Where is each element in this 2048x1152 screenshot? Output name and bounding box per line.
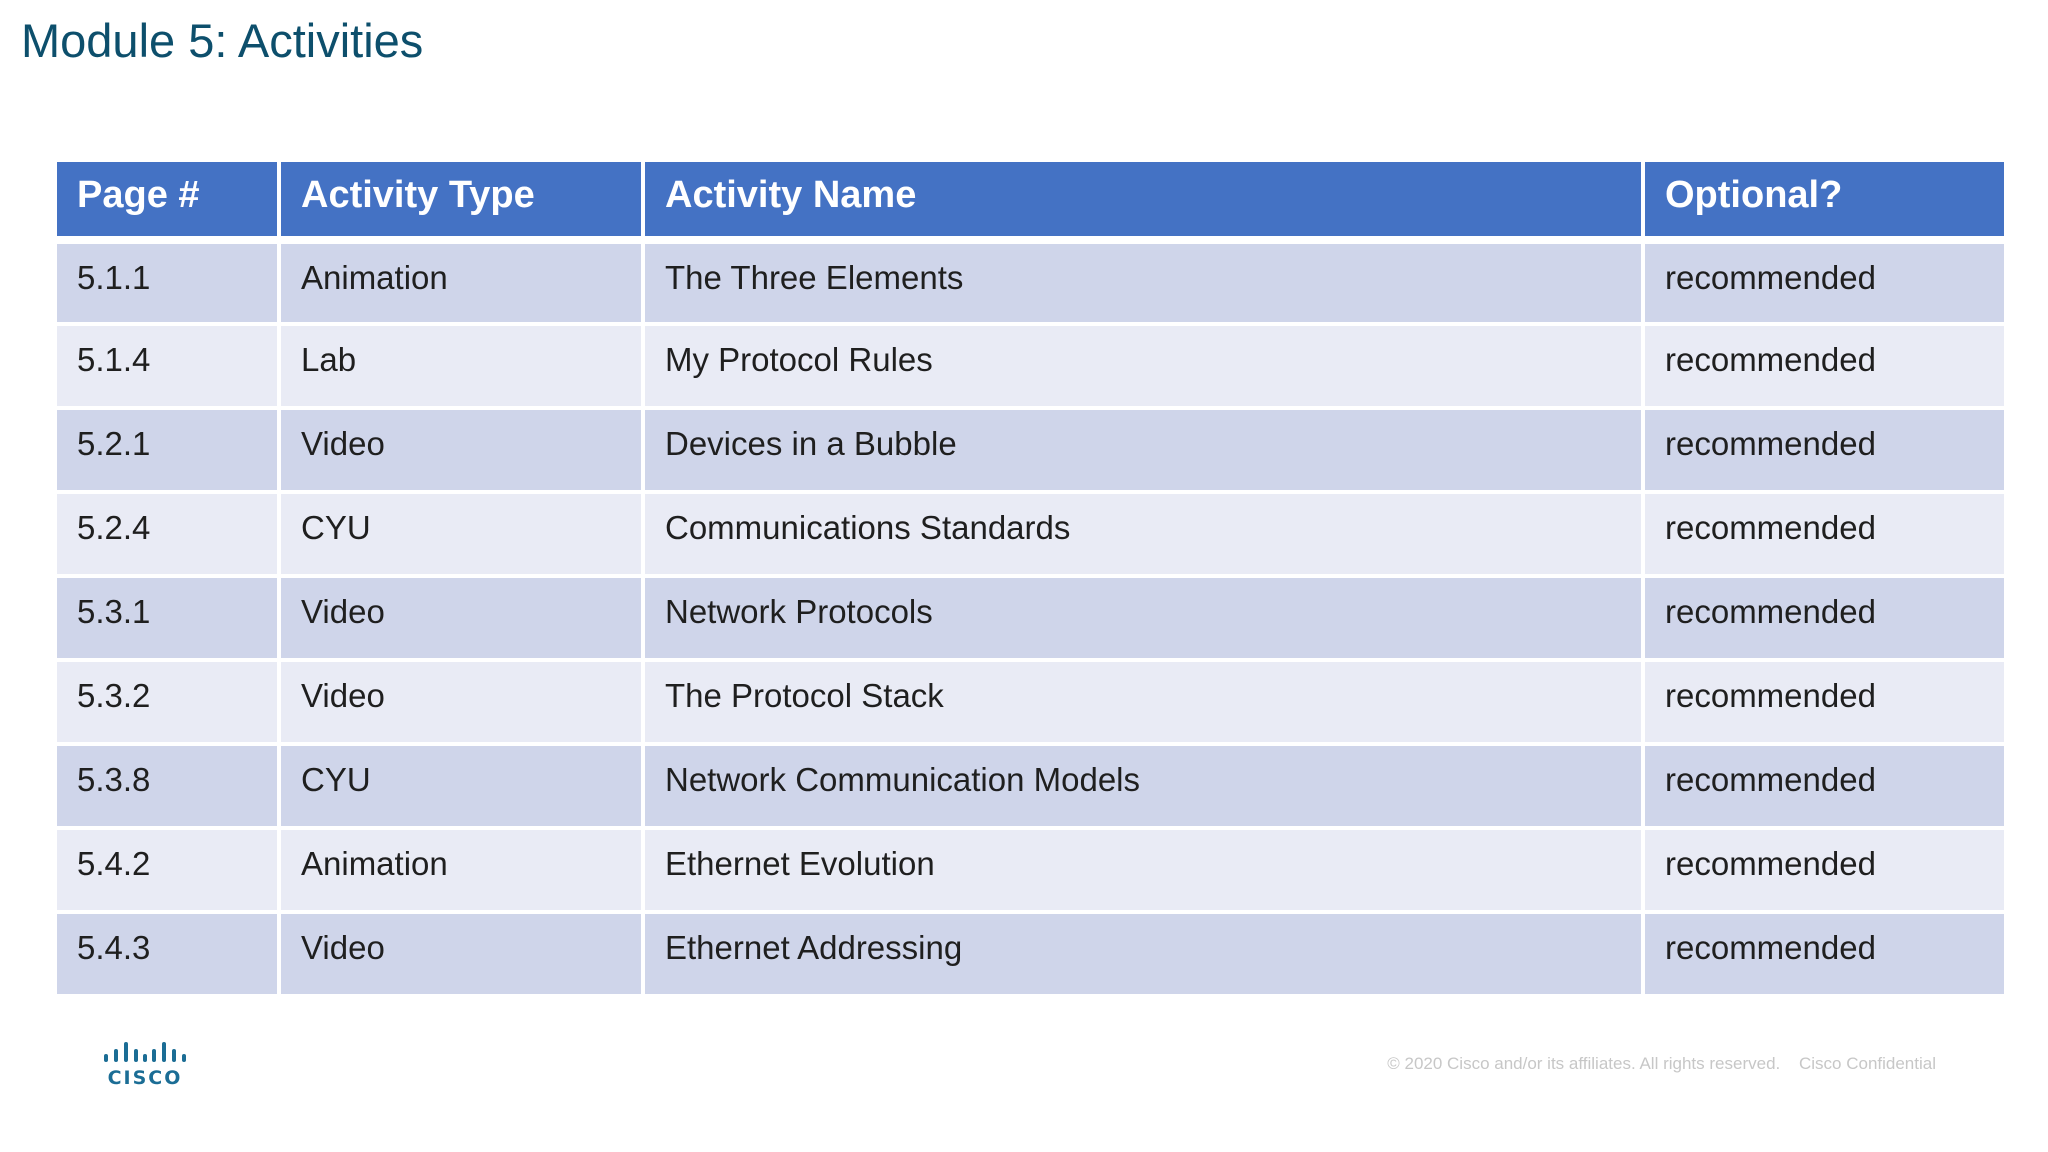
table-row xyxy=(55,828,2006,912)
table-row xyxy=(55,912,2006,996)
cell-page-number: 5.1.4 xyxy=(55,324,279,408)
cell-activity-type: Lab xyxy=(279,324,643,408)
cell-activity-type: Video xyxy=(279,408,643,492)
cell-activity-type: CYU xyxy=(279,744,643,828)
table-row xyxy=(55,744,2006,828)
cell-optional: recommended xyxy=(1643,492,2006,576)
header-activity-type: Activity Type xyxy=(279,160,643,240)
cisco-logo-text: CISCO xyxy=(107,1067,183,1089)
cell-optional: recommended xyxy=(1643,912,2006,996)
cell-optional: recommended xyxy=(1643,576,2006,660)
cell-activity-type: CYU xyxy=(279,492,643,576)
table-row xyxy=(55,324,2006,408)
cell-page-number: 5.3.1 xyxy=(55,576,279,660)
cell-optional: recommended xyxy=(1643,744,2006,828)
cell-optional: recommended xyxy=(1643,660,2006,744)
cisco-logo xyxy=(102,1042,188,1090)
cell-activity-type: Animation xyxy=(279,240,643,324)
cell-activity-name: The Protocol Stack xyxy=(643,660,1643,744)
cell-activity-type: Video xyxy=(279,660,643,744)
copyright-text: © 2020 Cisco and/or its affiliates. All rights reserved. xyxy=(1387,1054,1781,1073)
cell-activity-name: Devices in a Bubble xyxy=(643,408,1643,492)
cell-activity-name: Network Communication Models xyxy=(643,744,1643,828)
cell-activity-name: Communications Standards xyxy=(643,492,1643,576)
table-row xyxy=(55,408,2006,492)
header-activity-name: Activity Name xyxy=(643,160,1643,240)
activities-table xyxy=(53,158,2008,998)
slide-title: Module 5: Activities xyxy=(21,14,424,67)
table-row xyxy=(55,660,2006,744)
cisco-bridge-logo-icon xyxy=(102,1042,188,1066)
cell-activity-name: My Protocol Rules xyxy=(643,324,1643,408)
cell-page-number: 5.3.8 xyxy=(55,744,279,828)
cell-optional: recommended xyxy=(1643,408,2006,492)
activities-table-container xyxy=(53,158,2004,998)
cell-optional: recommended xyxy=(1643,828,2006,912)
cell-page-number: 5.4.2 xyxy=(55,828,279,912)
cell-activity-name: Network Protocols xyxy=(643,576,1643,660)
cell-page-number: 5.4.3 xyxy=(55,912,279,996)
cell-activity-name: Ethernet Evolution xyxy=(643,828,1643,912)
header-optional: Optional? xyxy=(1643,160,2006,240)
footer-note xyxy=(1387,1054,1936,1074)
cell-optional: recommended xyxy=(1643,240,2006,324)
cell-page-number: 5.3.2 xyxy=(55,660,279,744)
cell-page-number: 5.2.4 xyxy=(55,492,279,576)
table-body xyxy=(55,240,2006,996)
cell-activity-type: Video xyxy=(279,912,643,996)
cell-activity-type: Animation xyxy=(279,828,643,912)
cell-activity-name: Ethernet Addressing xyxy=(643,912,1643,996)
table-row xyxy=(55,240,2006,324)
cell-activity-type: Video xyxy=(279,576,643,660)
table-row xyxy=(55,492,2006,576)
cell-activity-name: The Three Elements xyxy=(643,240,1643,324)
confidential-label: Cisco Confidential xyxy=(1798,1054,1936,1073)
cell-optional: recommended xyxy=(1643,324,2006,408)
cell-page-number: 5.1.1 xyxy=(55,240,279,324)
table-header-row xyxy=(55,160,2006,240)
header-page-number: Page # xyxy=(55,160,279,240)
cell-page-number: 5.2.1 xyxy=(55,408,279,492)
table-row xyxy=(55,576,2006,660)
